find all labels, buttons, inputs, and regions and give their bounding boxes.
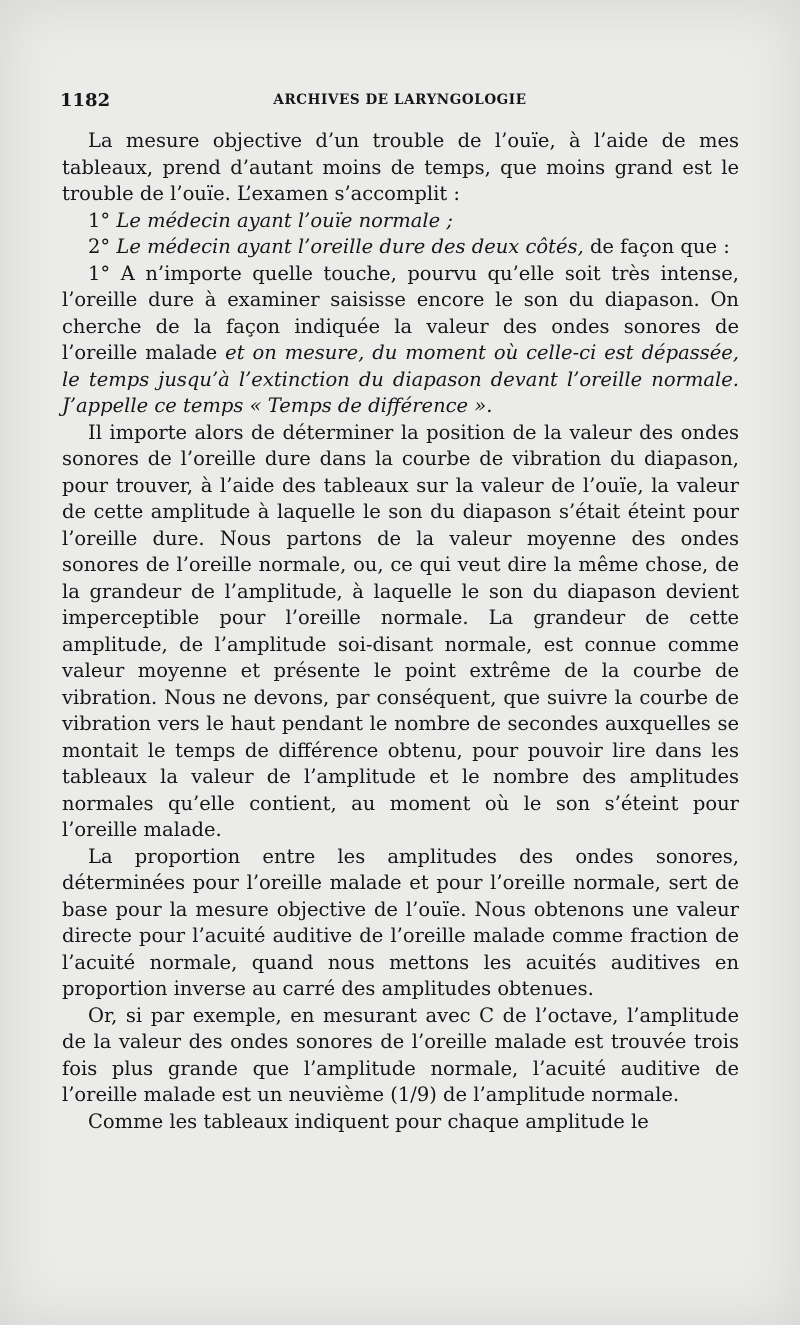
list-item-2 bbox=[62, 234, 739, 261]
paragraph-proportion: La proportion entre les amplitudes des ondes sonores, déterminées pour l’oreille malade et pour l’oreille normale, sert de base pour la mesure objective de l’ouïe. Nous obtenons une valeur directe pour l’acuité auditive de l’oreille malade comme fraction de l’acuité normale, quand nous mettons les acuités auditives en proportion inverse au carré des amplitudes obtenues. bbox=[62, 844, 739, 1000]
paragraph-continued: Comme les tableaux indiquent pour chaque amplitude le bbox=[88, 1109, 649, 1133]
list-item-text: Le médecin ayant l’ouïe normale ; bbox=[116, 208, 453, 232]
list-item-rest: de façon que : bbox=[589, 235, 730, 258]
paragraph-example: Or, si par exemple, en mesurant avec C de l’octave, l’amplitude de la valeur des ondes sonores de l’oreille malade est trouvée trois fois plus grande que l’amplitude normale, l’acuité auditive de l’oreille malade est un neuvième (1/9) de l’amplitude normale. bbox=[62, 1003, 739, 1106]
list-number: 1° bbox=[88, 208, 111, 232]
list-item-text: Le médecin ayant l’oreille dure des deux côtés, bbox=[116, 235, 584, 258]
list-number: 2° bbox=[88, 235, 111, 258]
running-head: ARCHIVES DE LARYNGOLOGIE bbox=[273, 92, 527, 108]
paragraph-method: Il importe alors de déterminer la position de la valeur des ondes sonores de l’oreille dure dans la courbe de vibration du diapason, pour trouver, à l’aide des tableaux sur la valeur de l’ouïe, la valeur de cette amplitude à laquelle le son du diapason s’était éteint pour l’oreille dure. Nous partons de la valeur moyenne des ondes sonores de l’oreille normale, ou, ce qui veut dire la même chose, de la grandeur de l’amplitude, à laquelle le son du diapason devient imperceptible pour l’oreille normale. La grandeur de cette amplitude, de l’amplitude soi-disant normale, est connue comme valeur moyenne et présente le point extrême de la courbe de vibration. Nous ne devons, par conséquent, que suivre la courbe de vibration vers le haut pendant le nombre de secondes auxquelles se montait le temps de différence obtenu, pour pouvoir lire dans les tableaux la valeur de l’amplitude et le nombre des amplitudes normales qu’elle contient, au moment où le son s’éteint pour l’oreille malade. bbox=[62, 420, 739, 841]
body-text bbox=[62, 128, 739, 1135]
paragraph-text: 1° A n’importe quelle touche, pourvu qu’elle soit très intense, l’oreille dure à examiner saisisse encore le son du diapason. On cherche de la façon indiquée la valeur des ondes sonores de l’oreille malade bbox=[62, 261, 739, 364]
paragraph-italic: et on mesure, du moment où celle-ci est dépassée, le temps jusqu’à l’extinction du diapason devant l’oreille normale. J’appelle ce temps « Temps de différence ». bbox=[62, 341, 739, 417]
page-header bbox=[60, 90, 740, 114]
paragraph-condition bbox=[62, 261, 739, 420]
page-number: 1182 bbox=[60, 90, 111, 111]
list-item-1 bbox=[62, 208, 739, 235]
paragraph-intro: La mesure objective d’un trouble de l’ouïe, à l’aide de mes tableaux, prend d’autant moins de temps, que moins grand est le trouble de l’ouïe. L’examen s’accomplit : bbox=[62, 129, 739, 205]
